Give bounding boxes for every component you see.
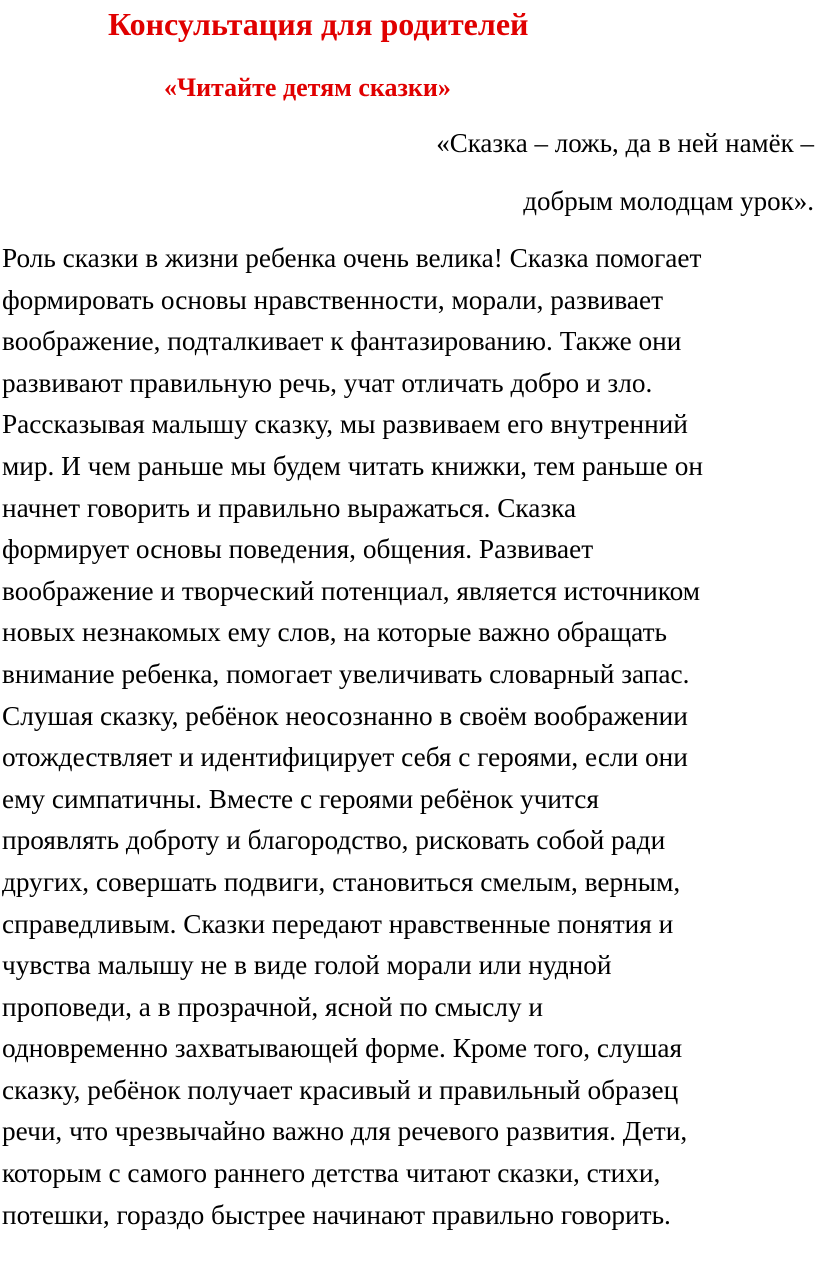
paragraph-line: сказку, ребёнок получает красивый и правильный образец [2, 1074, 679, 1105]
paragraph-line: внимание ребенка, помогает увеличивать словарный запас. [2, 658, 690, 689]
paragraph-line: которым с самого раннего детства читают сказки, стихи, [2, 1158, 661, 1189]
paragraph-line: потешки, гораздо быстрее начинают правильно говорить. [2, 1199, 671, 1230]
document-subtitle: «Читайте детям сказки» [164, 73, 451, 102]
paragraph-line: воображение и творческий потенциал, является источником [2, 575, 701, 606]
epigraph [214, 126, 814, 242]
paragraph-line: справедливым. Сказки передают нравственные понятия и [2, 908, 674, 939]
paragraph-line: других, совершать подвиги, становиться смелым, верным, [2, 866, 681, 897]
paragraph-line: ему симпатичны. Вместе с героями ребёнок учится [2, 783, 599, 814]
paragraph-line: новых незнакомых ему слов, на которые важно обращать [2, 617, 667, 648]
epigraph-line: «Сказка – ложь, да в ней намёк – [436, 128, 814, 158]
paragraph-line: мир. И чем раньше мы будем читать книжки, тем раньше он [2, 450, 704, 481]
paragraph-line: отождествляет и идентифицирует себя с героями, если они [2, 742, 688, 773]
paragraph-line: Рассказывая малышу сказку, мы развиваем его внутренний [2, 409, 688, 440]
paragraph-line: развивают правильную речь, учат отличать добро и зло. [2, 367, 653, 398]
paragraph-line: формировать основы нравственности, морали, развивает [2, 284, 664, 315]
paragraph-line: воображение, подталкивает к фантазированию. Также они [2, 326, 682, 357]
epigraph-line: добрым молодцам урок». [523, 186, 814, 216]
paragraph-line: чувства малышу не в виде голой морали или нудной [2, 950, 612, 981]
paragraph-line: одновременно захватывающей форме. Кроме того, слушая [2, 1033, 683, 1064]
paragraph-line: Слушая сказку, ребёнок неосознанно в своём воображении [2, 700, 688, 731]
paragraph-line: формирует основы поведения, общения. Развивает [2, 534, 594, 565]
document-title: Консультация для родителей [108, 6, 529, 42]
paragraph-line: начнет говорить и правильно выражаться. Сказка [2, 492, 577, 523]
paragraph-line: Роль сказки в жизни ребенка очень велика! Сказка помогает [2, 243, 702, 273]
body-paragraph [2, 238, 816, 1236]
paragraph-line: проповеди, а в прозрачной, ясной по смыслу и [2, 991, 544, 1022]
paragraph-line: проявлять доброту и благородство, рисковать собой ради [2, 825, 666, 856]
paragraph-line: речи, что чрезвычайно важно для речевого развития. Дети, [2, 1116, 688, 1147]
